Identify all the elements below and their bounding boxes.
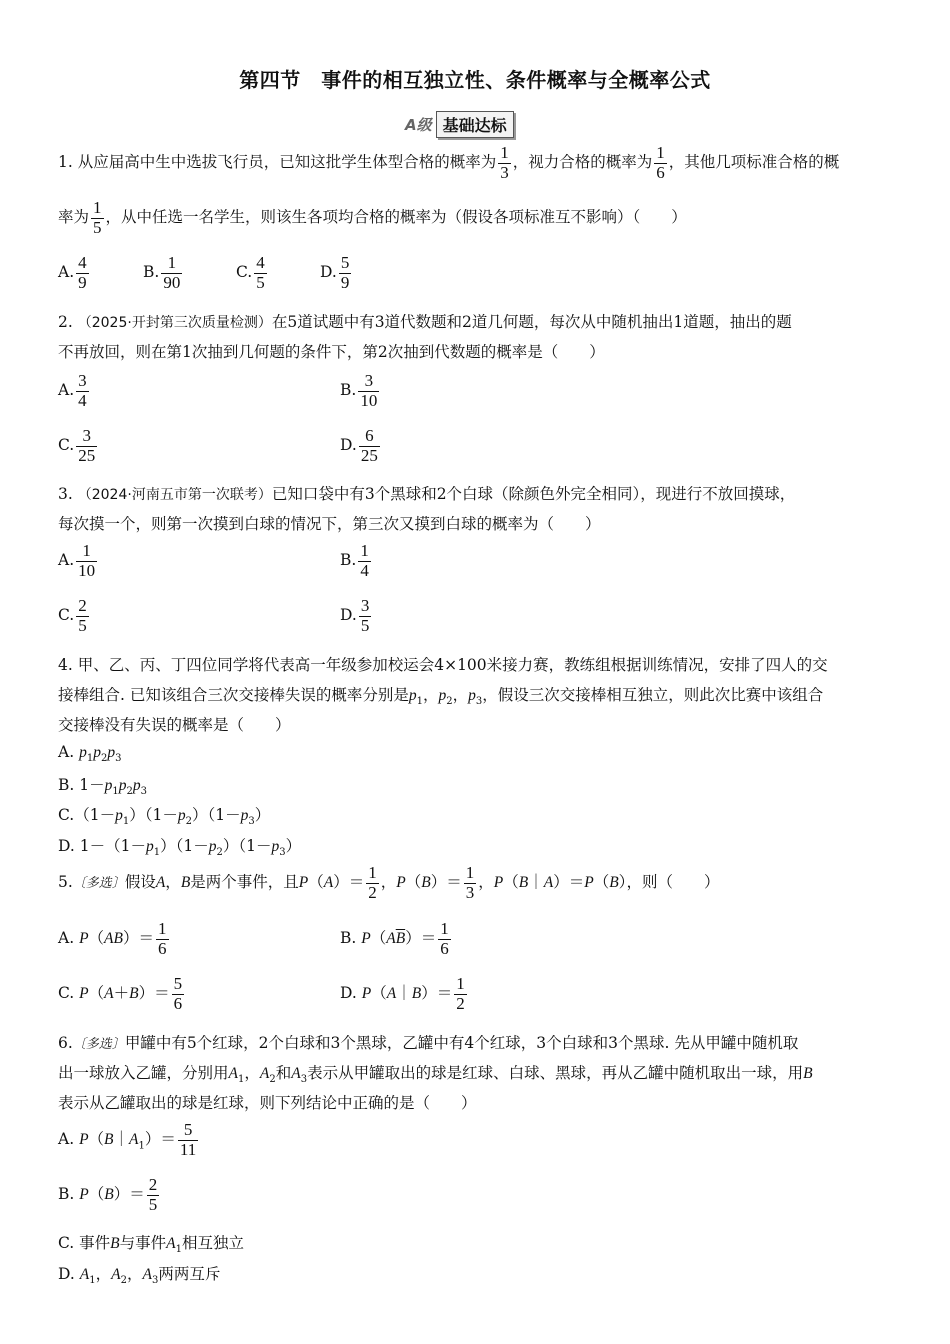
q5-option-b: B. $P(A\overline{B})=$ $\frac{1}{6}$	[340, 919, 449, 958]
q4-option-a: A. $p_1p_2p_3$	[58, 743, 122, 765]
q4-option-b: B. $1-p_1p_2p_3$	[58, 776, 147, 798]
q4-line3: 交接棒没有失误的概率是（ ）	[58, 716, 291, 734]
q1-option-a: A. $\frac{4}{9}$	[58, 253, 87, 292]
q6-line3: 表示从乙罐取出的球是红球，则下列结论中正确的是（ ）	[58, 1094, 477, 1112]
q4-option-d: D. $1-(1-p_1)(1-p_2)(1-p_3)$	[58, 837, 302, 859]
q3-option-b: B. $\frac{1}{4}$	[340, 541, 369, 580]
q2-option-d: D. $\frac{6}{25}$	[340, 426, 378, 465]
q4-line1: 4. 甲、乙、丙、丁四位同学将代表高一年级参加校运会4×100米接力赛，教练组根据训练情况，安排了四人的交	[58, 656, 828, 674]
q3-line1: 3. （2024·河南五市第一次联考）已知口袋中有3个黑球和2个白球（除颜色外完全相同），现进行不放回摸球，	[58, 485, 796, 503]
q2-line1: 2. （2025·开封第三次质量检测）在5道试题中有3道代数题和2道几何题，每次从中随机抽出1道题，抽出的题	[58, 313, 792, 331]
q6-option-b: B. P（B）＝ $\frac{2}{5}$	[58, 1175, 158, 1214]
q5-option-a: A. P（AB）＝ $\frac{1}{6}$	[58, 919, 167, 958]
q3-option-c: C. $\frac{2}{5}$	[58, 596, 87, 635]
q4-line2: 接棒组合. 已知该组合三次交接棒失误的概率分别是$p_1$，$p_2$，$p_3$，假设三次交接棒相互独立，则此次比赛中该组合	[58, 686, 824, 708]
q2-option-b: B. $\frac{3}{10}$	[340, 371, 378, 410]
q5-option-c: C. P（A＋B）＝ $\frac{5}{6}$	[58, 974, 183, 1013]
q2-option-c: C. $\frac{3}{25}$	[58, 426, 96, 465]
q3-option-a: A. $\frac{1}{10}$	[58, 541, 96, 580]
q6-option-a: A. $P(B|A_1)=$ $\frac{5}{11}$	[58, 1120, 197, 1159]
q4-option-c: $C.(1-p_1)(1-p_2)(1-p_3)$	[58, 806, 271, 828]
q3-line2: 每次摸一个，则第一次摸到白球的情况下，第三次又摸到白球的概率为（ ）	[58, 515, 601, 533]
q2-line2: 不再放回，则在第1次抽到几何题的条件下，第2次抽到代数题的概率是（ ）	[58, 343, 605, 361]
page-title: 第四节 事件的相互独立性、条件概率与全概率公式	[239, 68, 711, 92]
q5-option-d: D. P（A｜B）＝ $\frac{1}{2}$	[340, 974, 465, 1013]
multi-select-tag: 〔多选〕	[72, 876, 125, 892]
multi-select-tag: 〔多选〕	[72, 1037, 125, 1052]
q1-line1: 1. 从应届高中生中选拔飞行员，已知这批学生体型合格的概率为 $\frac{1}{3}$ ，视力合格的概率为 $\frac{1}{6}$ ，其他几项标准合格的概	[58, 143, 840, 182]
q6-option-c: C. 事件B与事件$A_1$相互独立	[58, 1234, 245, 1256]
level-label: 基础达标	[436, 111, 514, 138]
fraction: $\frac{1}{3}$	[500, 143, 509, 182]
level-badge	[405, 111, 514, 138]
q2-option-a: A. $\frac{3}{4}$	[58, 371, 87, 410]
fraction: $\frac{1}{6}$	[656, 143, 665, 182]
q6-line1: 6.〔多选〕甲罐中有5个红球，2个白球和3个黑球，乙罐中有4个红球，3个白球和3个黑球. 先从甲罐中随机取	[58, 1034, 799, 1052]
q1-option-d: D. $\frac{5}{9}$	[320, 253, 350, 292]
q1-option-b: B. $\frac{1}{90}$	[143, 253, 181, 292]
q6-line2: 出一球放入乙罐，分别用$A_1$，$A_2$和$A_3$表示从甲罐取出的球是红球、白球、黑球，再从乙罐中随机取出一球，用B	[58, 1064, 813, 1086]
q5-stem: 5.〔多选〕假设A，B是两个事件，且P（A）＝ $\frac{1}{2}$ ，P（B）＝ $\frac{1}{3}$ ，P（B｜A）＝P（B），则（ ）	[58, 863, 720, 902]
q1-line2: 率为 $\frac{1}{5}$ ，从中任选一名学生，则该生各项均合格的概率为（假设各项标准互不影响）（ ）	[58, 198, 687, 237]
q1-option-c: C. $\frac{4}{5}$	[236, 253, 265, 292]
level-grade: A级	[405, 116, 432, 134]
q6-option-d: D. $A_1$，$A_2$，$A_3$两两互斥	[58, 1265, 221, 1287]
q3-option-d: D. $\frac{3}{5}$	[340, 596, 370, 635]
fraction: $\frac{1}{5}$	[93, 198, 102, 237]
